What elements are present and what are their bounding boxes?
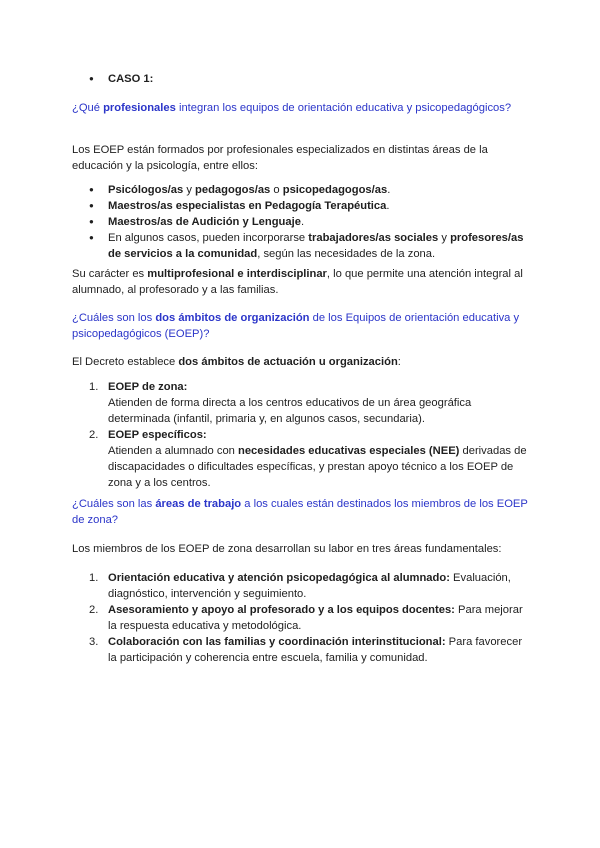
list-item: 1. Orientación educativa y atención psicopedagógica al alumnado: Evaluación, diagnóstico, intervención y seguimiento. bbox=[89, 572, 511, 600]
question-professionals: ¿Qué profesionales integran los equipos de orientación educativa y psicopedagógicos? bbox=[72, 102, 512, 114]
list-item: 1. EOEP de zona: Atienden de forma directa a los centros educativos de un área geográfica determinada (infantil, primaria y, en algunos casos, secundaria). bbox=[89, 381, 472, 425]
professionals-list bbox=[72, 182, 532, 262]
list-item: ● En algunos casos, pueden incorporarse trabajadores/as sociales y profesores/as de servicios a la comunidad, según las necesidades de la zona. bbox=[72, 230, 532, 262]
list-item: 3. Colaboración con las familias y coordinación interinstitucional: Para favorecer la participación y coherencia entre escuela, familia y comunidad. bbox=[89, 636, 523, 664]
list-item: 2. EOEP específicos: Atienden a alumnado con necesidades educativas especiales (NEE) derivadas de discapacidades o dificultades específicas, y prestan apoyo técnico a los EOEP de zona y a los centros. bbox=[89, 429, 527, 489]
character-paragraph: Su carácter es multiprofesional e interdisciplinar, lo que permite una atención integral al alumnado, al profesorado y a las familias. bbox=[72, 268, 523, 296]
scopes-list bbox=[72, 379, 532, 491]
list-item: ● Psicólogos/as y pedagogos/as o psicopedagogos/as. bbox=[72, 182, 532, 198]
list-item: ● Maestros/as especialistas en Pedagogía Terapéutica. bbox=[72, 198, 532, 214]
list-item bbox=[72, 71, 532, 87]
areas-list bbox=[72, 570, 532, 666]
question-scopes: ¿Cuáles son los dos ámbitos de organización de los Equipos de orientación educativa y psicopedagógicos (EOEP)? bbox=[72, 312, 520, 340]
decree-paragraph: El Decreto establece dos ámbitos de actuación u organización: bbox=[72, 356, 401, 368]
list-item: 2. Asesoramiento y apoyo al profesorado y a los equipos docentes: Para mejorar la respuesta educativa y metodológica. bbox=[89, 604, 523, 632]
list-item: ● Maestros/as de Audición y Lenguaje. bbox=[72, 214, 532, 230]
scope-title: EOEP de zona: bbox=[108, 381, 188, 393]
intro-paragraph: Los EOEP están formados por profesionales especializados en distintas áreas de la educación y la psicología, entre ellos: bbox=[72, 144, 488, 172]
scope-title: EOEP específicos: bbox=[108, 429, 207, 441]
case-title: CASO 1: bbox=[108, 73, 154, 85]
question-areas: ¿Cuáles son las áreas de trabajo a los cuales están destinados los miembros de los EOEP de zona? bbox=[72, 498, 528, 526]
case-heading bbox=[72, 71, 532, 87]
areas-intro: Los miembros de los EOEP de zona desarrollan su labor en tres áreas fundamentales: bbox=[72, 543, 502, 555]
